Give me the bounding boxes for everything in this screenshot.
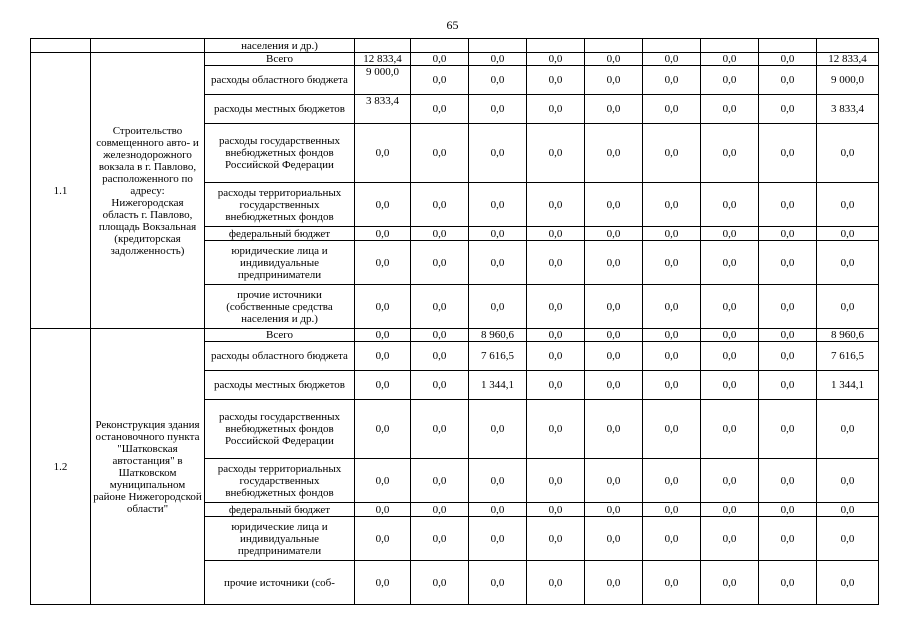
value-cell: 0,0 xyxy=(469,241,527,285)
value-cell: 0,0 xyxy=(355,285,411,329)
value-cell: 0,0 xyxy=(759,503,817,517)
value-cell: 0,0 xyxy=(527,400,585,459)
source-cell: расходы местных бюджетов xyxy=(205,371,355,400)
value-cell: 0,0 xyxy=(355,503,411,517)
value-cell: 0,0 xyxy=(355,517,411,561)
value-cell: 0,0 xyxy=(411,459,469,503)
source-cell: юридические лица и индивидуальные предприниматели xyxy=(205,517,355,561)
value-cell: 0,0 xyxy=(643,183,701,227)
value-cell: 0,0 xyxy=(527,53,585,66)
value-cell: 0,0 xyxy=(355,227,411,241)
value-cell: 0,0 xyxy=(701,285,759,329)
value-cell: 0,0 xyxy=(643,371,701,400)
project-number-cell xyxy=(31,39,91,53)
source-cell: Всего xyxy=(205,329,355,342)
value-cell: 0,0 xyxy=(527,342,585,371)
value-cell: 0,0 xyxy=(759,53,817,66)
value-cell: 0,0 xyxy=(411,285,469,329)
value-cell: 0,0 xyxy=(701,124,759,183)
source-cell: федеральный бюджет xyxy=(205,503,355,517)
value-cell: 0,0 xyxy=(817,517,879,561)
value-cell xyxy=(527,39,585,53)
value-cell: 0,0 xyxy=(469,227,527,241)
value-cell: 8 960,6 xyxy=(817,329,879,342)
value-cell: 0,0 xyxy=(527,503,585,517)
source-cell: расходы территориальных государственных внебюджетных фондов xyxy=(205,459,355,503)
value-cell: 0,0 xyxy=(527,183,585,227)
value-cell: 0,0 xyxy=(701,517,759,561)
value-cell: 8 960,6 xyxy=(469,329,527,342)
value-cell: 0,0 xyxy=(355,459,411,503)
value-cell: 0,0 xyxy=(411,53,469,66)
project-title-cell: Реконструкция здания остановочного пункта "Шатковская автостанция" в Шатковском муниципальном районе Нижегородской области" xyxy=(91,329,205,605)
value-cell: 0,0 xyxy=(817,503,879,517)
value-cell: 0,0 xyxy=(527,241,585,285)
value-cell: 0,0 xyxy=(469,183,527,227)
continuation-row xyxy=(31,39,879,53)
value-cell xyxy=(355,39,411,53)
value-cell: 0,0 xyxy=(585,124,643,183)
value-cell: 0,0 xyxy=(643,561,701,605)
value-cell: 0,0 xyxy=(527,517,585,561)
project-number-cell: 1.1 xyxy=(31,53,91,329)
project-number-cell: 1.2 xyxy=(31,329,91,605)
value-cell: 1 344,1 xyxy=(469,371,527,400)
value-cell: 0,0 xyxy=(411,124,469,183)
value-cell: 0,0 xyxy=(817,459,879,503)
value-cell: 0,0 xyxy=(469,53,527,66)
source-cell: прочие источники (соб- xyxy=(205,561,355,605)
value-cell xyxy=(469,39,527,53)
value-cell: 0,0 xyxy=(701,561,759,605)
value-cell: 0,0 xyxy=(469,285,527,329)
value-cell: 0,0 xyxy=(355,124,411,183)
value-cell: 0,0 xyxy=(585,503,643,517)
value-cell: 0,0 xyxy=(585,400,643,459)
value-cell: 0,0 xyxy=(585,227,643,241)
value-cell: 0,0 xyxy=(701,227,759,241)
value-cell: 0,0 xyxy=(759,95,817,124)
value-cell: 0,0 xyxy=(585,183,643,227)
value-cell: 0,0 xyxy=(411,329,469,342)
value-cell: 0,0 xyxy=(527,371,585,400)
value-cell: 0,0 xyxy=(527,95,585,124)
value-cell: 0,0 xyxy=(469,124,527,183)
value-cell: 3 833,4 xyxy=(355,95,411,124)
value-cell: 0,0 xyxy=(701,53,759,66)
value-cell: 0,0 xyxy=(643,227,701,241)
value-cell: 0,0 xyxy=(643,124,701,183)
value-cell: 0,0 xyxy=(411,227,469,241)
value-cell: 0,0 xyxy=(469,459,527,503)
value-cell: 0,0 xyxy=(817,285,879,329)
value-cell: 0,0 xyxy=(817,400,879,459)
value-cell: 0,0 xyxy=(585,371,643,400)
source-cell: федеральный бюджет xyxy=(205,227,355,241)
source-cell: расходы государственных внебюджетных фондов Российской Федерации xyxy=(205,124,355,183)
value-cell: 0,0 xyxy=(643,459,701,503)
value-cell: 0,0 xyxy=(411,95,469,124)
value-cell: 0,0 xyxy=(643,95,701,124)
table-row xyxy=(31,53,879,66)
value-cell: 0,0 xyxy=(411,241,469,285)
value-cell: 0,0 xyxy=(411,66,469,95)
value-cell: 0,0 xyxy=(701,371,759,400)
value-cell: 0,0 xyxy=(585,285,643,329)
value-cell xyxy=(701,39,759,53)
value-cell: 0,0 xyxy=(585,66,643,95)
value-cell: 0,0 xyxy=(643,517,701,561)
value-cell: 0,0 xyxy=(355,371,411,400)
value-cell: 0,0 xyxy=(759,342,817,371)
value-cell: 0,0 xyxy=(759,227,817,241)
value-cell: 0,0 xyxy=(759,517,817,561)
value-cell: 0,0 xyxy=(701,95,759,124)
value-cell: 0,0 xyxy=(585,95,643,124)
project-title-cell: Строительство совмещенного авто- и железнодорожного вокзала в г. Павлово, расположенного по адресу: Нижегородская область г. Павлово, площадь Вокзальная (кредиторская задолженность) xyxy=(91,53,205,329)
value-cell: 7 616,5 xyxy=(817,342,879,371)
value-cell: 0,0 xyxy=(701,342,759,371)
value-cell: 0,0 xyxy=(355,329,411,342)
value-cell: 0,0 xyxy=(643,400,701,459)
value-cell: 0,0 xyxy=(411,517,469,561)
value-cell: 7 616,5 xyxy=(469,342,527,371)
value-cell: 0,0 xyxy=(469,66,527,95)
value-cell xyxy=(643,39,701,53)
value-cell: 0,0 xyxy=(527,124,585,183)
value-cell: 0,0 xyxy=(527,66,585,95)
page-number: 65 xyxy=(446,18,459,32)
value-cell: 0,0 xyxy=(527,459,585,503)
value-cell: 0,0 xyxy=(355,241,411,285)
value-cell: 0,0 xyxy=(585,517,643,561)
project-title-cell xyxy=(91,39,205,53)
value-cell: 0,0 xyxy=(411,561,469,605)
value-cell: 0,0 xyxy=(585,561,643,605)
value-cell: 0,0 xyxy=(817,241,879,285)
value-cell: 0,0 xyxy=(701,503,759,517)
source-cell: расходы территориальных государственных внебюджетных фондов xyxy=(205,183,355,227)
value-cell xyxy=(411,39,469,53)
source-cell: населения и др.) xyxy=(205,39,355,53)
value-cell: 0,0 xyxy=(527,561,585,605)
value-cell: 0,0 xyxy=(759,66,817,95)
value-cell: 0,0 xyxy=(469,517,527,561)
value-cell: 0,0 xyxy=(759,285,817,329)
value-cell: 0,0 xyxy=(817,183,879,227)
value-cell: 0,0 xyxy=(585,342,643,371)
source-cell: расходы областного бюджета xyxy=(205,342,355,371)
value-cell: 9 000,0 xyxy=(355,66,411,95)
value-cell: 0,0 xyxy=(643,342,701,371)
value-cell: 0,0 xyxy=(469,95,527,124)
value-cell: 0,0 xyxy=(585,53,643,66)
value-cell: 0,0 xyxy=(817,561,879,605)
value-cell: 1 344,1 xyxy=(817,371,879,400)
value-cell: 0,0 xyxy=(643,329,701,342)
value-cell: 0,0 xyxy=(759,459,817,503)
value-cell: 0,0 xyxy=(701,66,759,95)
value-cell: 12 833,4 xyxy=(817,53,879,66)
value-cell: 0,0 xyxy=(643,53,701,66)
value-cell: 0,0 xyxy=(527,329,585,342)
source-cell: расходы местных бюджетов xyxy=(205,95,355,124)
source-cell: расходы государственных внебюджетных фондов Российской Федерации xyxy=(205,400,355,459)
source-cell: Всего xyxy=(205,53,355,66)
source-cell: прочие источники (собственные средства населения и др.) xyxy=(205,285,355,329)
source-cell: юридические лица и индивидуальные предприниматели xyxy=(205,241,355,285)
value-cell: 0,0 xyxy=(759,561,817,605)
value-cell: 0,0 xyxy=(643,241,701,285)
value-cell: 0,0 xyxy=(759,124,817,183)
value-cell: 0,0 xyxy=(411,503,469,517)
table-row xyxy=(31,329,879,342)
value-cell: 0,0 xyxy=(759,371,817,400)
value-cell: 0,0 xyxy=(759,241,817,285)
value-cell: 0,0 xyxy=(411,342,469,371)
value-cell: 0,0 xyxy=(585,241,643,285)
value-cell: 0,0 xyxy=(701,400,759,459)
value-cell: 0,0 xyxy=(817,227,879,241)
value-cell: 0,0 xyxy=(527,227,585,241)
value-cell: 0,0 xyxy=(527,285,585,329)
value-cell xyxy=(585,39,643,53)
value-cell: 0,0 xyxy=(817,124,879,183)
value-cell: 0,0 xyxy=(643,285,701,329)
value-cell: 0,0 xyxy=(701,241,759,285)
budget-table xyxy=(30,38,879,605)
value-cell: 0,0 xyxy=(469,503,527,517)
value-cell: 0,0 xyxy=(355,183,411,227)
source-cell: расходы областного бюджета xyxy=(205,66,355,95)
value-cell: 0,0 xyxy=(585,459,643,503)
value-cell: 0,0 xyxy=(469,561,527,605)
value-cell: 0,0 xyxy=(643,66,701,95)
value-cell: 0,0 xyxy=(411,371,469,400)
value-cell: 0,0 xyxy=(355,342,411,371)
value-cell: 3 833,4 xyxy=(817,95,879,124)
budget-table-body xyxy=(31,39,879,605)
value-cell: 0,0 xyxy=(355,400,411,459)
value-cell: 0,0 xyxy=(411,183,469,227)
value-cell: 0,0 xyxy=(469,400,527,459)
value-cell: 0,0 xyxy=(759,400,817,459)
value-cell: 12 833,4 xyxy=(355,53,411,66)
value-cell: 0,0 xyxy=(643,503,701,517)
value-cell: 9 000,0 xyxy=(817,66,879,95)
value-cell: 0,0 xyxy=(585,329,643,342)
value-cell xyxy=(817,39,879,53)
value-cell: 0,0 xyxy=(701,183,759,227)
value-cell: 0,0 xyxy=(759,329,817,342)
value-cell: 0,0 xyxy=(701,459,759,503)
value-cell: 0,0 xyxy=(701,329,759,342)
value-cell: 0,0 xyxy=(411,400,469,459)
value-cell: 0,0 xyxy=(355,561,411,605)
value-cell xyxy=(759,39,817,53)
value-cell: 0,0 xyxy=(759,183,817,227)
